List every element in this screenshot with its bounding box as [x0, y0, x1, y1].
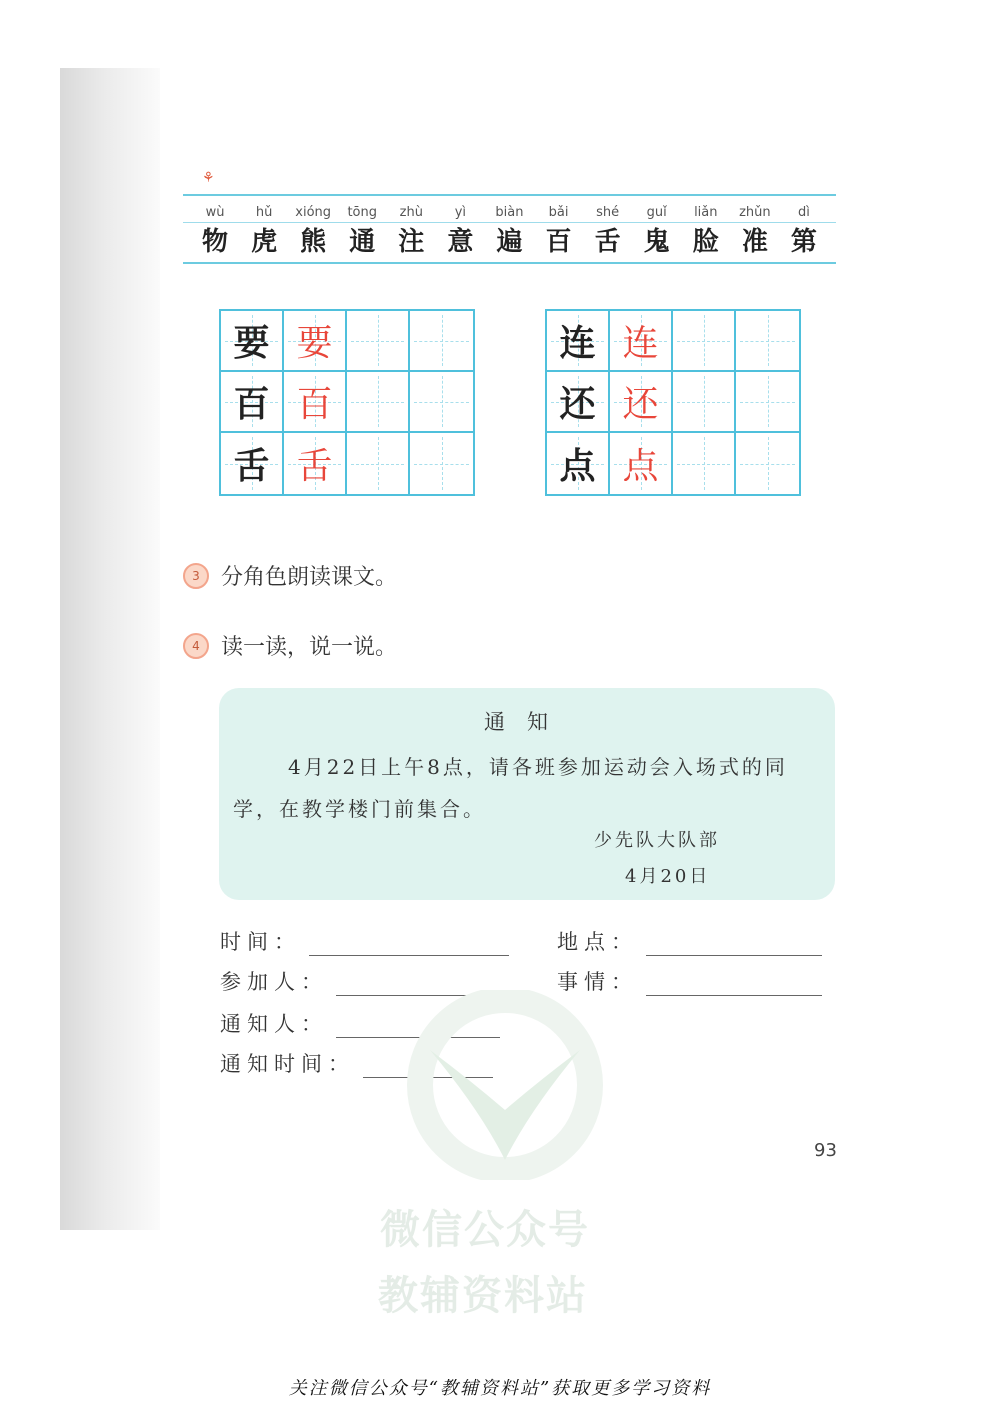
trace-character: 百	[296, 384, 333, 425]
hanzi-text: 意	[447, 227, 474, 257]
pinyin-text: dì	[798, 205, 810, 220]
pinyin-cell	[586, 196, 630, 262]
hanzi-text: 百	[545, 227, 572, 257]
pinyin-cell	[193, 196, 237, 262]
hanzi-text: 脸	[692, 227, 719, 257]
writing-grid-left	[219, 309, 475, 496]
pinyin-cell	[438, 196, 482, 262]
hanzi-text: 遍	[496, 227, 523, 257]
pinyin-text: tōng	[347, 205, 377, 220]
hanzi-text: 物	[201, 227, 228, 257]
pinyin-cell	[242, 196, 286, 262]
task-number-icon: 4	[183, 633, 209, 659]
hanzi-text: 熊	[300, 227, 327, 257]
pinyin-cell	[684, 196, 728, 262]
pinyin-cell	[733, 196, 777, 262]
grid-cell	[284, 372, 347, 433]
notice-date: 4月20日	[625, 866, 711, 887]
grid-cell	[610, 311, 673, 372]
field-place	[557, 926, 822, 956]
pinyin-text: xióng	[295, 205, 332, 220]
section-marker: ⚘	[202, 170, 215, 186]
notice-signature: 少先队大队部	[594, 830, 720, 851]
trace-character: 点	[622, 446, 659, 487]
grid-cell[interactable]	[410, 372, 473, 433]
hanzi-text: 通	[349, 227, 376, 257]
pinyin-text: zhǔn	[739, 205, 771, 220]
pinyin-cell	[782, 196, 826, 262]
pinyin-text: wù	[205, 205, 225, 220]
grid-cell[interactable]	[347, 433, 410, 494]
field-label: 通知人：	[220, 1012, 328, 1036]
hanzi-text: 注	[398, 227, 425, 257]
pinyin-text: yì	[454, 205, 467, 220]
grid-cell[interactable]	[410, 433, 473, 494]
hanzi-text: 鬼	[643, 227, 670, 257]
notice-title: 通知	[484, 710, 570, 734]
task-item-1	[183, 560, 397, 591]
grid-cell	[610, 433, 673, 494]
trace-character: 舌	[296, 446, 333, 487]
pinyin-text: shé	[596, 205, 620, 220]
field-label: 时间：	[220, 930, 301, 954]
pinyin-text: liǎn	[694, 205, 718, 220]
pinyin-word-table	[183, 194, 836, 264]
task-number-icon: 3	[183, 563, 209, 589]
pinyin-cell	[340, 196, 384, 262]
pinyin-text: guǐ	[646, 205, 667, 220]
hanzi-text: 第	[790, 227, 817, 257]
grid-cell	[284, 433, 347, 494]
watermark-text-1: 微信公众号	[380, 1207, 590, 1253]
grid-cell	[221, 433, 284, 494]
model-character: 还	[559, 383, 596, 425]
pinyin-cell	[291, 196, 335, 262]
grid-cell[interactable]	[347, 372, 410, 433]
pinyin-cell	[537, 196, 581, 262]
model-character: 要	[233, 322, 270, 364]
pinyin-cell	[487, 196, 531, 262]
pinyin-cell	[389, 196, 433, 262]
task-item-2	[183, 630, 397, 661]
field-label: 参加人：	[220, 970, 328, 994]
model-character: 连	[559, 322, 596, 364]
model-character: 点	[559, 445, 596, 487]
page-spine-shadow	[60, 68, 160, 1230]
answer-line[interactable]	[646, 973, 822, 996]
pinyin-cell	[635, 196, 679, 262]
notice-box	[219, 688, 835, 900]
grid-cell[interactable]	[736, 433, 799, 494]
watermark-logo-icon	[390, 990, 620, 1180]
trace-character: 还	[622, 384, 659, 425]
pinyin-text: zhù	[399, 205, 423, 220]
grid-cell[interactable]	[673, 433, 736, 494]
grid-cell	[547, 433, 610, 494]
grid-cell[interactable]	[347, 311, 410, 372]
field-label: 通知时间：	[220, 1052, 355, 1076]
hanzi-text: 舌	[594, 227, 621, 257]
writing-grid-right	[545, 309, 801, 496]
footer-note: 关注微信公众号“教辅资料站”获取更多学习资料	[288, 1378, 712, 1399]
hanzi-text: 准	[741, 227, 768, 257]
grid-cell	[284, 311, 347, 372]
field-label: 事情：	[557, 970, 638, 994]
field-time	[220, 926, 509, 956]
grid-cell	[547, 372, 610, 433]
notice-body: 4月22日上午8点，请各班参加运动会入场式的同学，在教学楼门前集合。	[233, 755, 788, 821]
grid-cell[interactable]	[736, 311, 799, 372]
trace-character: 连	[622, 323, 659, 364]
grid-cell[interactable]	[673, 372, 736, 433]
hanzi-text: 虎	[251, 227, 278, 257]
trace-character: 要	[296, 323, 333, 364]
task-text: 分角色朗读课文。	[221, 565, 398, 590]
field-label: 地点：	[557, 930, 638, 954]
grid-cell[interactable]	[673, 311, 736, 372]
answer-line[interactable]	[309, 933, 509, 956]
model-character: 舌	[233, 445, 270, 487]
answer-line[interactable]	[646, 933, 822, 956]
grid-cell	[221, 372, 284, 433]
watermark-text-2: 教辅资料站	[378, 1273, 588, 1319]
grid-cell	[221, 311, 284, 372]
page-number: 93	[814, 1140, 837, 1161]
grid-cell	[610, 372, 673, 433]
pinyin-text: bǎi	[548, 205, 569, 220]
pinyin-text: biàn	[495, 205, 524, 220]
grid-cell[interactable]	[410, 311, 473, 372]
pinyin-text: hǔ	[255, 205, 273, 220]
grid-cell	[547, 311, 610, 372]
grid-cell[interactable]	[736, 372, 799, 433]
model-character: 百	[233, 383, 270, 425]
task-text: 读一读，说一说。	[221, 635, 398, 660]
